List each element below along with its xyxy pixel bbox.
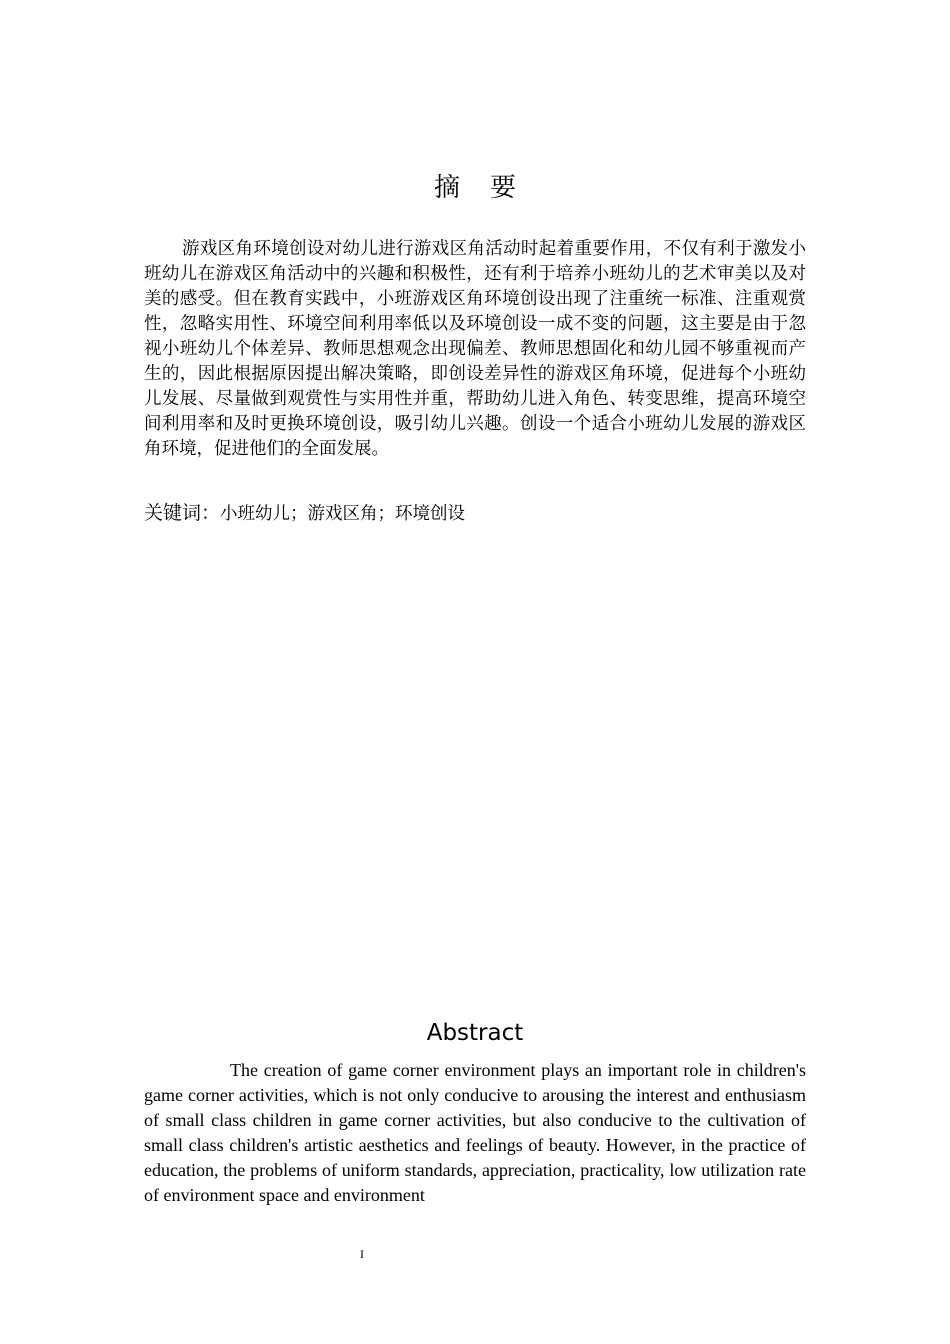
- chinese-abstract-body: 游戏区角环境创设对幼儿进行游戏区角活动时起着重要作用，不仅有利于激发小班幼儿在游戏区角活动中的兴趣和积极性，还有利于培养小班幼儿的艺术审美以及对美的感受。但在教育实践中，小班游戏区角环境创设出现了注重统一标准、注重观赏性，忽略实用性、环境空间利用率低以及环境创设一成不变的问题，这主要是由于忽视小班幼儿个体差异、教师思想观念出现偏差、教师思想固化和幼儿园不够重视而产生的，因此根据原因提出解决策略，即创设差异性的游戏区角环境，促进每个小班幼儿发展、尽量做到观赏性与实用性并重，帮助幼儿进入角色、转变思维，提高环境空间利用率和及时更换环境创设，吸引幼儿兴趣。创设一个适合小班幼儿发展的游戏区角环境，促进他们的全面发展。: [144, 239, 806, 459]
- page-number: I: [360, 1247, 364, 1261]
- keywords-label: 关键词：: [144, 502, 221, 524]
- keywords-line: [144, 500, 806, 528]
- english-abstract-title: Abstract: [426, 1020, 524, 1046]
- keywords-text: 小班幼儿；游戏区角；环境创设: [220, 504, 466, 524]
- chinese-abstract-title: 摘要: [433, 173, 546, 203]
- english-abstract-body: The creation of game corner environment plays an important role in children's game corner activities, which is not only conducive to arousing the interest and enthusiasm of small class children in game corner activities, but also conducive to the cultivation of small class children's artistic aesthetics and feelings of beauty. However, in the practice of education, the problems of uniform standards, appreciation, practicality, low utilization rate of environment space and environment: [144, 1060, 806, 1205]
